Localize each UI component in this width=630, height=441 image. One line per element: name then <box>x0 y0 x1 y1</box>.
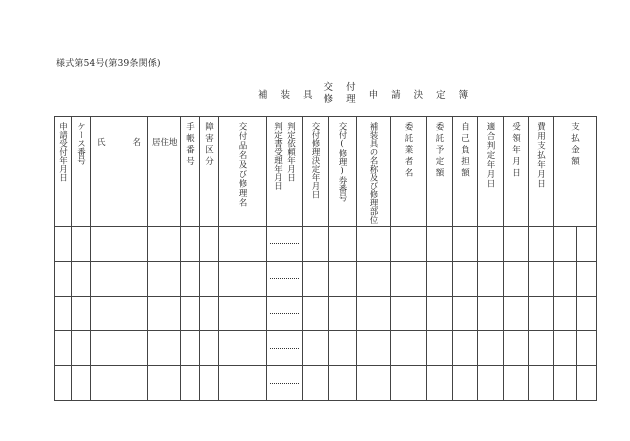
table-cell[interactable] <box>453 261 478 296</box>
table-cell[interactable] <box>504 296 529 331</box>
table-cell[interactable] <box>91 261 148 296</box>
table-cell[interactable] <box>55 296 72 331</box>
table-cell[interactable] <box>219 261 267 296</box>
table-cell[interactable] <box>391 227 427 262</box>
table-cell[interactable] <box>91 331 148 366</box>
table-cell[interactable] <box>329 261 357 296</box>
table-cell[interactable] <box>55 366 72 401</box>
table-cell[interactable] <box>181 331 200 366</box>
table-cell[interactable] <box>303 261 329 296</box>
table-row <box>55 261 597 296</box>
table-cell[interactable] <box>504 331 529 366</box>
table-cell[interactable] <box>357 366 391 401</box>
table-cell[interactable] <box>303 227 329 262</box>
table-cell[interactable] <box>148 227 181 262</box>
table-row <box>55 296 597 331</box>
table-cell[interactable] <box>554 366 577 401</box>
table-cell[interactable] <box>200 261 219 296</box>
col-contractor-name: 委託業者名 <box>391 117 427 227</box>
table-cell[interactable] <box>554 227 577 262</box>
table-cell[interactable] <box>357 331 391 366</box>
dotted-divider <box>270 383 299 384</box>
table-cell[interactable] <box>529 366 554 401</box>
col-receipt-date: 受領年月日 <box>504 117 529 227</box>
table-cell[interactable] <box>453 366 478 401</box>
title-stack <box>324 82 361 106</box>
col-payment-date: 費用支払年月日 <box>529 117 554 227</box>
table-cell[interactable] <box>427 366 453 401</box>
table-cell[interactable] <box>200 227 219 262</box>
table-cell[interactable] <box>181 296 200 331</box>
col-disability-class: 障害区分 <box>200 117 219 227</box>
table-cell[interactable] <box>200 366 219 401</box>
col-conformity-date: 適合判定年月日 <box>478 117 504 227</box>
title-upper: 交 付 <box>323 82 361 93</box>
table-cell[interactable] <box>148 261 181 296</box>
table-cell[interactable] <box>504 227 529 262</box>
table-cell[interactable] <box>554 296 577 331</box>
table-cell[interactable] <box>391 296 427 331</box>
table-cell[interactable] <box>357 296 391 331</box>
table-cell[interactable] <box>577 366 597 401</box>
table-cell[interactable] <box>453 331 478 366</box>
table-cell[interactable] <box>391 331 427 366</box>
form-id: 様式第54号(第39条関係) <box>56 59 161 69</box>
header-row <box>55 117 597 227</box>
col-request-judgment: 判定依頼年月日 判定書受理年月日 <box>267 117 303 227</box>
table-cell[interactable] <box>200 331 219 366</box>
table-cell[interactable] <box>478 366 504 401</box>
table-cell[interactable] <box>478 296 504 331</box>
table-cell[interactable] <box>200 296 219 331</box>
col-planned-amount: 委託予定額 <box>427 117 453 227</box>
dotted-divider <box>270 348 299 349</box>
table-cell[interactable] <box>478 331 504 366</box>
table-cell[interactable] <box>72 261 91 296</box>
table-cell[interactable] <box>148 331 181 366</box>
table-cell[interactable] <box>303 331 329 366</box>
table-cell[interactable] <box>554 331 577 366</box>
dotted-divider <box>270 243 299 244</box>
table-cell[interactable] <box>529 227 554 262</box>
dotted-divider <box>270 313 299 314</box>
table-cell[interactable] <box>391 366 427 401</box>
table-cell[interactable] <box>529 331 554 366</box>
table-cell[interactable] <box>55 227 72 262</box>
table-cell[interactable] <box>554 261 577 296</box>
table-cell[interactable] <box>504 366 529 401</box>
table-cell[interactable] <box>303 366 329 401</box>
table-cell[interactable] <box>219 296 267 331</box>
table-cell[interactable] <box>504 261 529 296</box>
table-cell[interactable] <box>148 366 181 401</box>
table-cell[interactable] <box>577 331 597 366</box>
table-cell[interactable] <box>427 227 453 262</box>
table-cell[interactable] <box>577 261 597 296</box>
table-cell[interactable] <box>181 261 200 296</box>
col-items: 交付品名及び修理名 <box>219 117 267 227</box>
table-cell[interactable] <box>219 227 267 262</box>
col-residence: 居住地 <box>148 117 181 227</box>
table-cell[interactable] <box>478 227 504 262</box>
table-cell[interactable] <box>55 261 72 296</box>
table-cell[interactable] <box>329 296 357 331</box>
table-cell[interactable] <box>148 296 181 331</box>
table-cell[interactable] <box>267 331 303 366</box>
table-cell[interactable] <box>91 227 148 262</box>
col-self-pay: 自己負担額 <box>453 117 478 227</box>
col-handbook-number: 手帳番号 <box>181 117 200 227</box>
table-cell[interactable] <box>55 331 72 366</box>
table-cell[interactable] <box>303 296 329 331</box>
table-cell[interactable] <box>72 227 91 262</box>
title-lower: 修 理 <box>323 94 361 105</box>
table-cell[interactable] <box>91 296 148 331</box>
col-voucher-number: 交付(修理)券番号 <box>329 117 357 227</box>
col-device-part: 補装具の名称及び修理部位 <box>357 117 391 227</box>
table-cell[interactable] <box>529 261 554 296</box>
table-row <box>55 331 597 366</box>
table-cell[interactable] <box>72 331 91 366</box>
table-cell[interactable] <box>427 331 453 366</box>
table-cell[interactable] <box>267 261 303 296</box>
table-cell[interactable] <box>329 227 357 262</box>
dotted-divider <box>270 278 299 279</box>
table-row <box>55 227 597 262</box>
table-cell[interactable] <box>267 366 303 401</box>
table-cell[interactable] <box>181 227 200 262</box>
table-cell[interactable] <box>72 296 91 331</box>
table-cell[interactable] <box>427 296 453 331</box>
col-decision-date: 交付修理決定年月日 <box>303 117 329 227</box>
table-cell[interactable] <box>219 331 267 366</box>
col-case-number: ケース番号 <box>72 117 91 227</box>
register-table <box>54 116 597 401</box>
col-application-date: 申請受付年月日 <box>55 117 72 227</box>
table-cell[interactable] <box>219 366 267 401</box>
table-cell[interactable] <box>329 331 357 366</box>
table-cell[interactable] <box>577 296 597 331</box>
table-cell[interactable] <box>267 227 303 262</box>
table-cell[interactable] <box>478 261 504 296</box>
table-cell[interactable] <box>453 296 478 331</box>
document-title <box>258 79 473 109</box>
table-cell[interactable] <box>453 227 478 262</box>
table-cell[interactable] <box>577 227 597 262</box>
table-cell[interactable] <box>72 366 91 401</box>
table-cell[interactable] <box>181 366 200 401</box>
table-cell[interactable] <box>357 227 391 262</box>
table-cell[interactable] <box>529 296 554 331</box>
table-cell[interactable] <box>391 261 427 296</box>
col-payment-amount: 支払金額 <box>554 117 597 227</box>
table-cell[interactable] <box>329 366 357 401</box>
title-part1: 補 装 具 <box>258 90 318 101</box>
table-cell[interactable] <box>357 261 391 296</box>
table-cell[interactable] <box>91 366 148 401</box>
table-cell[interactable] <box>267 296 303 331</box>
title-part2: 申 請 決 定 簿 <box>368 90 474 101</box>
table-row <box>55 366 597 401</box>
col-name: 氏 名 <box>91 117 148 227</box>
table-cell[interactable] <box>427 261 453 296</box>
